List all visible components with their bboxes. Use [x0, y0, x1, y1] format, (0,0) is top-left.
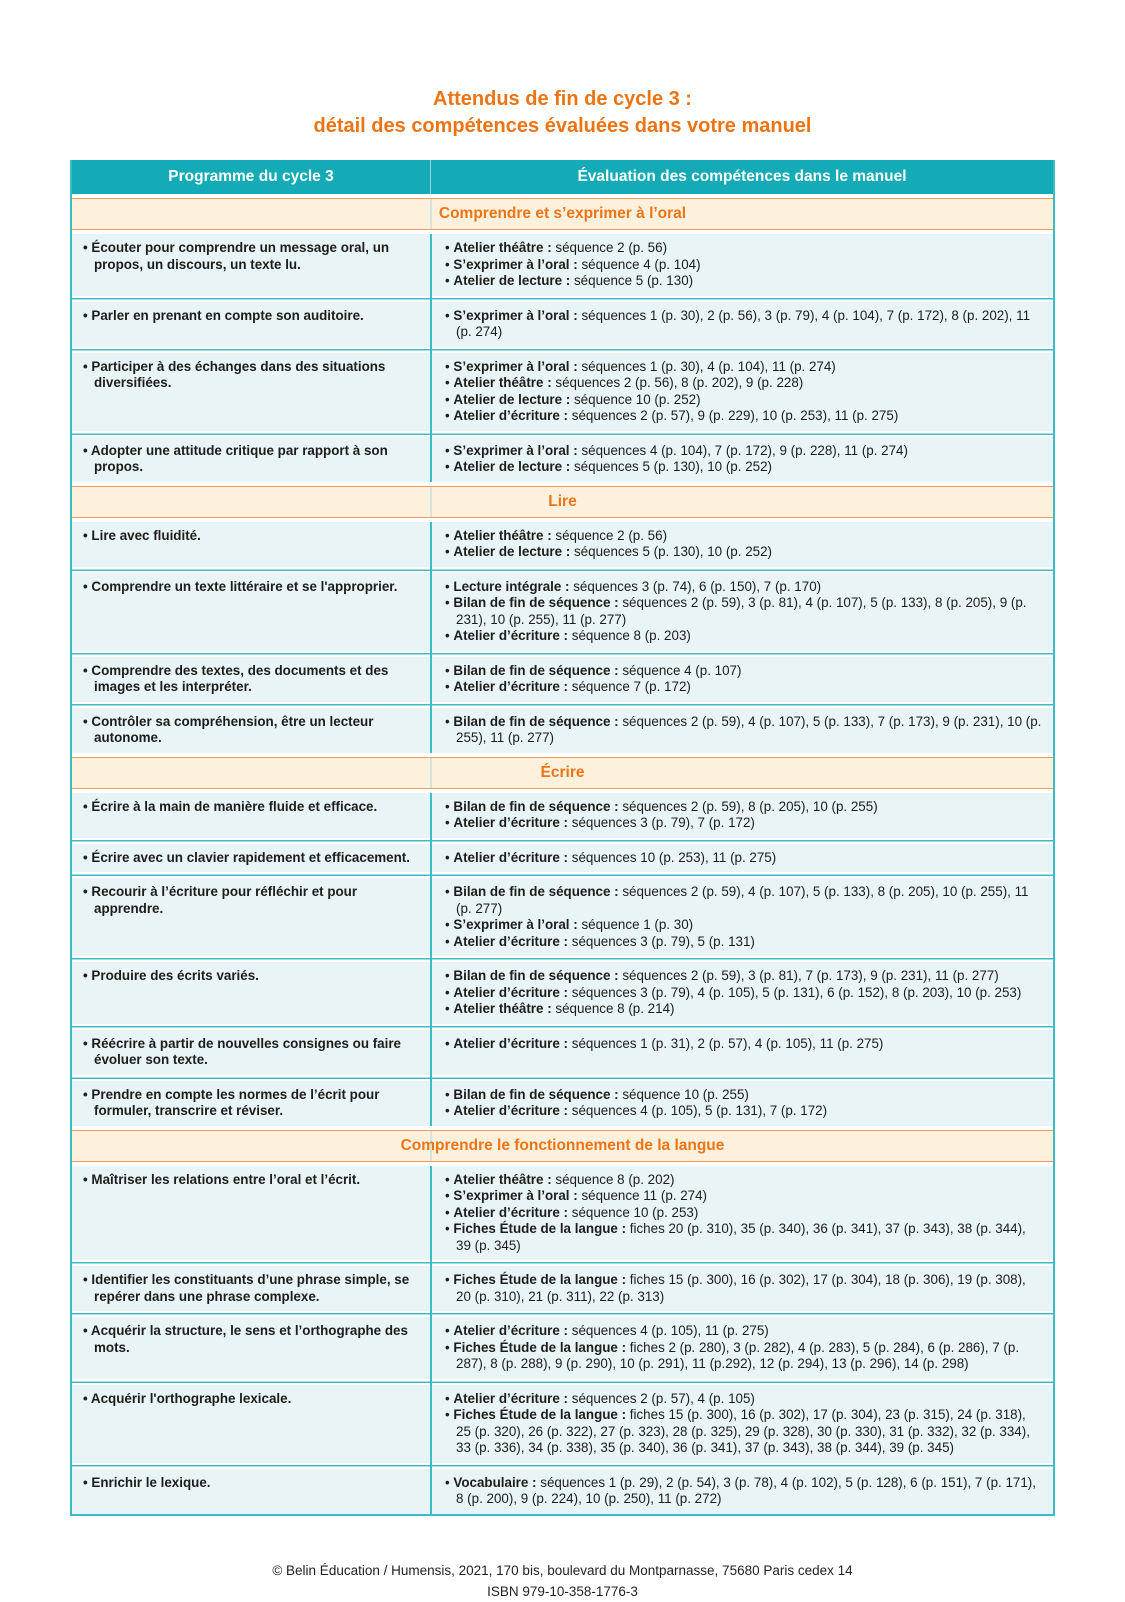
- evaluation-cell: [431, 1030, 1053, 1075]
- evaluation-cell: [431, 302, 1053, 347]
- evaluation-entry: • Atelier d’écriture : séquences 3 (p. 79), 4 (p. 105), 5 (p. 131), 6 (p. 152), 8 (p. 203), 10 (p. 253): [445, 985, 1043, 1002]
- competency-text: • Comprendre des textes, des documents et des images et les interpréter.: [83, 663, 419, 696]
- evaluation-entry: • Fiches Étude de la langue : fiches 20 (p. 310), 35 (p. 340), 36 (p. 341), 37 (p. 343), 38 (p. 344), 39 (p. 345): [445, 1221, 1043, 1254]
- competency-cell: [72, 1266, 431, 1311]
- evaluation-cell: [431, 1317, 1053, 1379]
- competency-cell: [72, 1166, 431, 1261]
- competency-text: • Produire des écrits variés.: [83, 968, 419, 985]
- evaluation-cell: [431, 1081, 1053, 1126]
- competency-cell: [72, 1030, 431, 1075]
- evaluation-entry: • Atelier d’écriture : séquences 2 (p. 57), 4 (p. 105): [445, 1391, 1043, 1408]
- competency-cell: [72, 302, 431, 347]
- competency-table: [70, 160, 1055, 1516]
- evaluation-entry: • S’exprimer à l’oral : séquence 1 (p. 30): [445, 917, 1043, 934]
- table-row: [72, 1385, 1053, 1463]
- entry-label: S’exprimer à l’oral :: [453, 917, 578, 932]
- table-section: [72, 486, 1053, 753]
- entry-label: Atelier d’écriture :: [453, 1323, 569, 1338]
- evaluation-entry: • Bilan de fin de séquence : séquences 2 (p. 59), 4 (p. 107), 5 (p. 133), 7 (p. 173), 9 (p. 231), 10 (p. 255), 11 (p. 277): [445, 714, 1043, 747]
- evaluation-cell: [431, 1469, 1053, 1514]
- competency-cell: [72, 437, 431, 482]
- evaluation-entry: • Atelier d’écriture : séquence 7 (p. 172): [445, 679, 1043, 696]
- table-row: [72, 1469, 1053, 1514]
- table-row: [72, 708, 1053, 753]
- evaluation-entry: • Vocabulaire : séquences 1 (p. 29), 2 (p. 54), 3 (p. 78), 4 (p. 102), 5 (p. 128), 6 (p. 151), 7 (p. 171), 8 (p. 200), 9 (p. 224), 10 (p. 250), 11 (p. 272): [445, 1475, 1043, 1508]
- page-footer: [0, 1560, 1125, 1602]
- evaluation-cell: [431, 234, 1053, 296]
- entry-label: S’exprimer à l’oral :: [453, 358, 578, 374]
- competency-text: • Enrichir le lexique.: [83, 1475, 419, 1492]
- evaluation-entry: • S’exprimer à l’oral : séquence 11 (p. 274): [445, 1188, 1043, 1205]
- table-section: [72, 757, 1053, 1126]
- section-rows: [72, 793, 1053, 1126]
- entry-label: Atelier de lecture :: [453, 544, 571, 559]
- competency-cell: [72, 844, 431, 873]
- table-row: [72, 844, 1053, 873]
- table-row: [72, 657, 1053, 702]
- entry-label: Atelier d’écriture :: [453, 628, 569, 643]
- evaluation-entry: • Atelier d’écriture : séquences 3 (p. 79), 5 (p. 131): [445, 934, 1043, 951]
- entry-label: Fiches Étude de la langue :: [453, 1221, 627, 1236]
- entry-label: Atelier d’écriture :: [453, 1204, 569, 1220]
- competency-text: • Lire avec fluidité.: [83, 528, 419, 545]
- table-header-evaluation: Évaluation des compétences dans le manuel: [577, 168, 907, 185]
- evaluation-cell: [431, 1385, 1053, 1463]
- section-header: Écrire: [72, 757, 1053, 789]
- entry-label: Atelier théâtre :: [453, 240, 552, 255]
- entry-label: Atelier d’écriture :: [453, 679, 569, 694]
- page-title: [0, 86, 1125, 140]
- evaluation-cell: [431, 353, 1053, 431]
- evaluation-cell: [431, 1266, 1053, 1311]
- table-row: [72, 573, 1053, 651]
- evaluation-entry: • Atelier théâtre : séquence 2 (p. 56): [445, 528, 1043, 545]
- competency-cell: [72, 878, 431, 956]
- evaluation-cell: [431, 878, 1053, 956]
- evaluation-cell: [431, 962, 1053, 1024]
- entry-label: Fiches Étude de la langue :: [453, 1272, 627, 1287]
- entry-label: Atelier théâtre :: [453, 1001, 552, 1016]
- competency-text: • Écrire avec un clavier rapidement et efficacement.: [83, 850, 419, 867]
- entry-label: Atelier de lecture :: [453, 459, 571, 474]
- evaluation-entry: • Atelier d’écriture : séquence 10 (p. 253): [445, 1205, 1043, 1222]
- evaluation-entry: • Bilan de fin de séquence : séquences 2 (p. 59), 4 (p. 107), 5 (p. 133), 8 (p. 205), 10 (p. 255), 11 (p. 277): [445, 884, 1043, 917]
- section-rows: [72, 522, 1053, 753]
- entry-label: Atelier de lecture :: [453, 391, 571, 407]
- evaluation-cell: [431, 844, 1053, 873]
- competency-text: • Maîtriser les relations entre l’oral et l’écrit.: [83, 1172, 419, 1189]
- evaluation-entry: • Bilan de fin de séquence : séquences 2 (p. 59), 3 (p. 81), 4 (p. 107), 5 (p. 133), 8 (p. 205), 9 (p. 231), 10 (p. 255), 11 (p. 277): [445, 595, 1043, 628]
- entry-label: Vocabulaire :: [453, 1474, 537, 1490]
- entry-label: Bilan de fin de séquence :: [453, 662, 619, 678]
- evaluation-entry: • Atelier théâtre : séquence 2 (p. 56): [445, 240, 1043, 257]
- competency-text: • Contrôler sa compréhension, être un lecteur autonome.: [83, 714, 419, 747]
- table-row: [72, 1081, 1053, 1126]
- evaluation-entry: • Atelier théâtre : séquence 8 (p. 202): [445, 1172, 1043, 1189]
- entry-label: Bilan de fin de séquence :: [453, 884, 619, 899]
- entry-label: S’exprimer à l’oral :: [453, 442, 578, 458]
- competency-cell: [72, 1317, 431, 1379]
- entry-label: Atelier théâtre :: [453, 527, 552, 543]
- evaluation-entry: • Atelier d’écriture : séquence 8 (p. 203): [445, 628, 1043, 645]
- table-header-row: [72, 160, 1053, 194]
- competency-cell: [72, 573, 431, 651]
- evaluation-entry: • Atelier d’écriture : séquences 10 (p. 253), 11 (p. 275): [445, 850, 1043, 867]
- table-section: [72, 198, 1053, 482]
- section-header: Comprendre le fonctionnement de la langue: [72, 1130, 1053, 1162]
- table-row: [72, 437, 1053, 482]
- section-header: Lire: [72, 486, 1053, 518]
- evaluation-entry: • Lecture intégrale : séquences 3 (p. 74), 6 (p. 150), 7 (p. 170): [445, 579, 1043, 596]
- evaluation-cell: [431, 793, 1053, 838]
- evaluation-cell: [431, 573, 1053, 651]
- evaluation-entry: • S’exprimer à l’oral : séquences 4 (p. 104), 7 (p. 172), 9 (p. 228), 11 (p. 274): [445, 443, 1043, 460]
- competency-text: • Identifier les constituants d’une phrase simple, se repérer dans une phrase complexe.: [83, 1272, 419, 1305]
- evaluation-entry: • Fiches Étude de la langue : fiches 15 (p. 300), 16 (p. 302), 17 (p. 304), 23 (p. 315), 24 (p. 318), 25 (p. 320), 26 (p. 322), 27 (p. 323), 28 (p. 325), 29 (p. 328), 30 (p. 330), 31 (p. 332), 32 (p. 334), 33 (p. 336), 34 (p. 338), 35 (p. 340), 36 (p. 341), 37 (p. 343), 38 (p. 344), 39 (p. 345): [445, 1407, 1043, 1457]
- entry-label: Atelier d’écriture :: [453, 984, 569, 1000]
- table-row: [72, 522, 1053, 567]
- evaluation-entry: • Bilan de fin de séquence : séquence 4 (p. 107): [445, 663, 1043, 680]
- evaluation-entry: • Atelier de lecture : séquence 10 (p. 252): [445, 392, 1043, 409]
- entry-label: Atelier d’écriture :: [453, 1035, 569, 1051]
- evaluation-entry: • Atelier d’écriture : séquences 2 (p. 57), 9 (p. 229), 10 (p. 253), 11 (p. 275): [445, 408, 1043, 425]
- competency-cell: [72, 962, 431, 1024]
- competency-text: • Participer à des échanges dans des situations diversifiées.: [83, 359, 419, 392]
- table-row: [72, 1317, 1053, 1379]
- competency-cell: [72, 793, 431, 838]
- competency-cell: [72, 657, 431, 702]
- entry-label: Atelier d’écriture :: [453, 1103, 569, 1118]
- evaluation-cell: [431, 1166, 1053, 1261]
- competency-cell: [72, 708, 431, 753]
- competency-text: • Prendre en compte les normes de l’écrit pour formuler, transcrire et réviser.: [83, 1087, 419, 1120]
- entry-label: Atelier d’écriture :: [453, 815, 569, 830]
- entry-label: S’exprimer à l’oral :: [453, 256, 578, 272]
- section-header: Comprendre et s’exprimer à l’oral: [72, 198, 1053, 230]
- competency-text: • Acquérir l'orthographe lexicale.: [83, 1391, 419, 1408]
- competency-text: • Acquérir la structure, le sens et l’orthographe des mots.: [83, 1323, 419, 1356]
- table-row: [72, 1266, 1053, 1311]
- evaluation-entry: • Atelier théâtre : séquences 2 (p. 56), 8 (p. 202), 9 (p. 228): [445, 375, 1043, 392]
- table-row: [72, 302, 1053, 347]
- evaluation-entry: • Atelier théâtre : séquence 8 (p. 214): [445, 1001, 1043, 1018]
- entry-label: Fiches Étude de la langue :: [453, 1407, 627, 1422]
- entry-label: S’exprimer à l’oral :: [453, 1188, 578, 1203]
- competency-cell: [72, 1469, 431, 1514]
- evaluation-entry: • S’exprimer à l’oral : séquences 1 (p. 30), 4 (p. 104), 11 (p. 274): [445, 359, 1043, 376]
- footer-copyright: © Belin Éducation / Humensis, 2021, 170 bis, boulevard du Montparnasse, 75680 Paris cedex 14: [272, 1562, 853, 1578]
- entry-label: Atelier d’écriture :: [453, 408, 569, 423]
- table-row: [72, 962, 1053, 1024]
- competency-text: • Écrire à la main de manière fluide et efficace.: [83, 799, 419, 816]
- section-rows: [72, 234, 1053, 482]
- page-title-line2: détail des compétences évaluées dans votre manuel: [313, 115, 812, 137]
- entry-label: Atelier théâtre :: [453, 1171, 552, 1187]
- evaluation-entry: • S’exprimer à l’oral : séquence 4 (p. 104): [445, 257, 1043, 274]
- entry-label: Bilan de fin de séquence :: [453, 713, 619, 729]
- entry-label: Atelier d’écriture :: [453, 1390, 569, 1406]
- entry-label: Atelier d’écriture :: [453, 933, 569, 949]
- evaluation-entry: • Atelier d’écriture : séquences 4 (p. 105), 5 (p. 131), 7 (p. 172): [445, 1103, 1043, 1120]
- page-title-line1: Attendus de fin de cycle 3 :: [433, 88, 692, 110]
- table-row: [72, 1030, 1053, 1075]
- evaluation-entry: • Atelier de lecture : séquences 5 (p. 130), 10 (p. 252): [445, 459, 1043, 476]
- competency-cell: [72, 1081, 431, 1126]
- table-row: [72, 878, 1053, 956]
- competency-text: • Écouter pour comprendre un message oral, un propos, un discours, un texte lu.: [83, 240, 419, 273]
- entry-label: Bilan de fin de séquence :: [453, 1086, 619, 1102]
- evaluation-entry: • Bilan de fin de séquence : séquences 2 (p. 59), 8 (p. 205), 10 (p. 255): [445, 799, 1043, 816]
- table-row: [72, 353, 1053, 431]
- entry-label: Fiches Étude de la langue :: [453, 1339, 627, 1355]
- competency-text: • Réécrire à partir de nouvelles consignes ou faire évoluer son texte.: [83, 1036, 419, 1069]
- entry-label: Atelier théâtre :: [453, 375, 552, 390]
- table-row: [72, 234, 1053, 296]
- table-header-programme: Programme du cycle 3: [72, 160, 431, 194]
- table-row: [72, 793, 1053, 838]
- entry-label: Atelier de lecture :: [453, 273, 571, 288]
- evaluation-entry: • Fiches Étude de la langue : fiches 2 (p. 280), 3 (p. 282), 4 (p. 283), 5 (p. 284), 6 (p. 286), 7 (p. 287), 8 (p. 288), 9 (p. 290), 10 (p. 291), 11 (p.292), 12 (p. 294), 13 (p. 296), 14 (p. 298): [445, 1340, 1043, 1373]
- section-rows: [72, 1166, 1053, 1514]
- entry-label: Bilan de fin de séquence :: [453, 798, 619, 814]
- evaluation-cell: [431, 708, 1053, 753]
- competency-text: • Recourir à l’écriture pour réfléchir et pour apprendre.: [83, 884, 419, 917]
- footer-isbn: ISBN 979-10-358-1776-3: [487, 1583, 638, 1599]
- table-section: [72, 1130, 1053, 1514]
- competency-cell: [72, 353, 431, 431]
- evaluation-cell: [431, 657, 1053, 702]
- evaluation-entry: • Atelier de lecture : séquence 5 (p. 130): [445, 273, 1043, 290]
- entry-label: Bilan de fin de séquence :: [453, 968, 619, 983]
- evaluation-entry: • S’exprimer à l’oral : séquences 1 (p. 30), 2 (p. 56), 3 (p. 79), 4 (p. 104), 7 (p. 172), 8 (p. 202), 11 (p. 274): [445, 308, 1043, 341]
- evaluation-cell: [431, 522, 1053, 567]
- evaluation-entry: • Atelier d’écriture : séquences 3 (p. 79), 7 (p. 172): [445, 815, 1043, 832]
- evaluation-entry: • Bilan de fin de séquence : séquences 2 (p. 59), 3 (p. 81), 7 (p. 173), 9 (p. 231), 11 (p. 277): [445, 968, 1043, 985]
- evaluation-cell: [431, 437, 1053, 482]
- evaluation-entry: • Atelier d’écriture : séquences 1 (p. 31), 2 (p. 57), 4 (p. 105), 11 (p. 275): [445, 1036, 1043, 1053]
- competency-text: • Parler en prenant en compte son auditoire.: [83, 308, 419, 325]
- evaluation-entry: • Atelier de lecture : séquences 5 (p. 130), 10 (p. 252): [445, 544, 1043, 561]
- entry-label: Atelier d’écriture :: [453, 849, 569, 865]
- entry-label: Bilan de fin de séquence :: [453, 595, 619, 610]
- competency-cell: [72, 234, 431, 296]
- competency-text: • Adopter une attitude critique par rapport à son propos.: [83, 443, 419, 476]
- competency-cell: [72, 522, 431, 567]
- entry-label: Lecture intégrale :: [453, 578, 570, 594]
- evaluation-entry: • Bilan de fin de séquence : séquence 10 (p. 255): [445, 1087, 1043, 1104]
- sections: [72, 198, 1053, 1514]
- evaluation-entry: • Fiches Étude de la langue : fiches 15 (p. 300), 16 (p. 302), 17 (p. 304), 18 (p. 306), 19 (p. 308), 20 (p. 310), 21 (p. 311), 22 (p. 313): [445, 1272, 1043, 1305]
- competency-cell: [72, 1385, 431, 1463]
- table-row: [72, 1166, 1053, 1261]
- entry-label: S’exprimer à l’oral :: [453, 307, 578, 323]
- competency-text: • Comprendre un texte littéraire et se l'approprier.: [83, 579, 419, 596]
- evaluation-entry: • Atelier d’écriture : séquences 4 (p. 105), 11 (p. 275): [445, 1323, 1043, 1340]
